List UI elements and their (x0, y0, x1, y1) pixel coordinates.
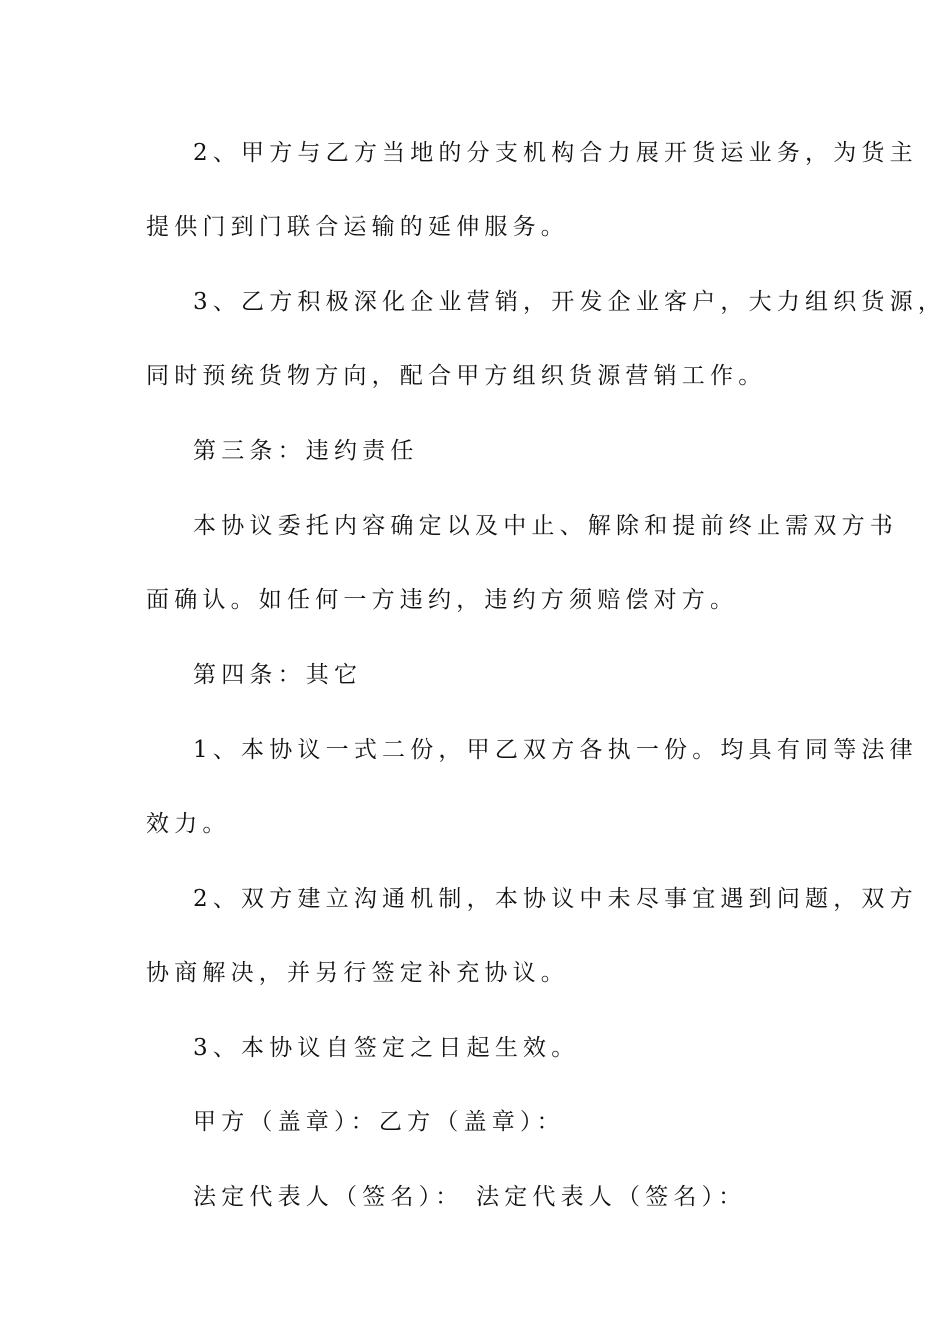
article-4-item-3: 3、本协议自签定之日起生效。 (193, 1035, 580, 1061)
article-4-heading: 第四条：其它 (193, 662, 363, 688)
article-4-item-1-line-1: 1、本协议一式二份，甲乙双方各执一份。均具有同等法律 (193, 737, 918, 763)
article-3-heading: 第三条：违约责任 (193, 438, 419, 464)
signature-line: 法定代表人（签名）： 法定代表人（签名）： (193, 1184, 747, 1210)
seal-line: 甲方（盖章）：乙方（盖章）： (193, 1109, 565, 1135)
article-4-item-2-line-2: 协商解决，并另行签定补充协议。 (146, 960, 569, 986)
article-4-item-2-line-1: 2、双方建立沟通机制，本协议中未尽事宜遇到问题，双方 (193, 886, 918, 912)
clause-2-line-1: 2、甲方与乙方当地的分支机构合力展开货运业务，为货主 (193, 140, 918, 166)
clause-2-line-2: 提供门到门联合运输的延伸服务。 (146, 214, 569, 240)
clause-3-line-1: 3、乙方积极深化企业营销，开发企业客户，大力组织货源， (193, 289, 947, 315)
article-3-paragraph-line-1: 本协议委托内容确定以及中止、解除和提前终止需双方书 (193, 513, 898, 539)
article-3-paragraph-line-2: 面确认。如任何一方违约，违约方须赔偿对方。 (146, 587, 739, 613)
clause-3-line-2: 同时预统货物方向，配合甲方组织货源营销工作。 (146, 363, 767, 389)
article-4-item-1-line-2: 效力。 (146, 811, 231, 837)
